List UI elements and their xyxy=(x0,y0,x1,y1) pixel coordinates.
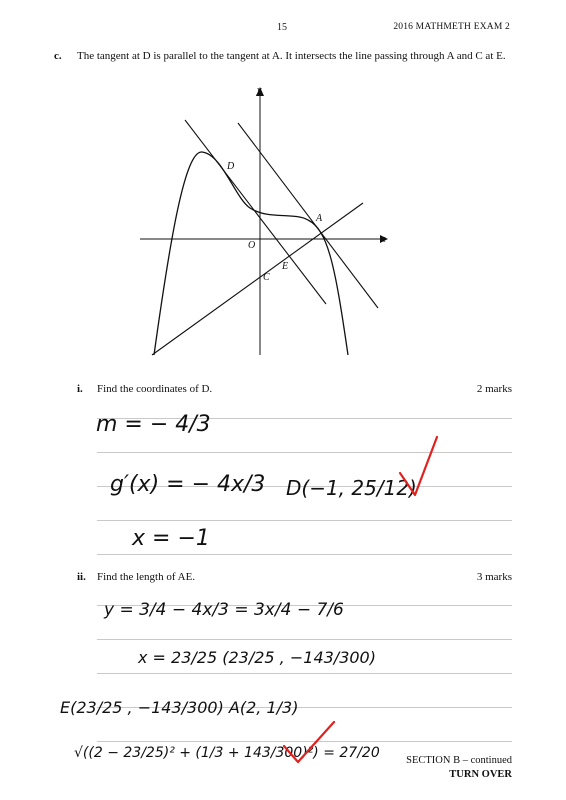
working-i-line-3: D(−1, 25/12) xyxy=(286,476,417,500)
point-d-label: D xyxy=(227,161,235,172)
question-i-label: i. xyxy=(77,383,83,395)
working-ii-line-3: E(23/25 , −143/300) A(2, 1/3) xyxy=(60,698,299,717)
working-ii-line-2: x = 23/25 (23/25 , −143/300) xyxy=(138,648,376,667)
exam-title: 2016 MATHMETH EXAM 2 xyxy=(393,22,510,32)
question-ii-working xyxy=(58,585,408,775)
correct-tick-icon xyxy=(284,722,334,762)
question-ii-marks: 3 marks xyxy=(476,571,512,583)
working-i-line-2: g′(x) = − 4x/3 xyxy=(110,472,266,497)
page-number: 15 xyxy=(277,22,287,33)
y-axis-label: y xyxy=(257,85,262,96)
part-c-text: The tangent at D is parallel to the tangent at A. It intersects the line passing through A and C at E. xyxy=(77,50,506,62)
x-axis-label: x xyxy=(381,234,386,245)
origin-label: O xyxy=(248,240,256,251)
section-continued: SECTION B – continued xyxy=(406,755,512,766)
point-a-label: A xyxy=(316,213,323,224)
working-ii-line-4: √((2 − 23/25)² + (1/3 + 143/300)²) = 27/20 xyxy=(74,745,380,761)
point-e-label: E xyxy=(282,261,289,272)
part-c-label: c. xyxy=(54,50,62,62)
cubic-curve xyxy=(154,152,348,355)
line-ac xyxy=(152,203,363,355)
question-ii-tick xyxy=(280,718,340,768)
question-ii-label: ii. xyxy=(77,571,86,583)
question-i-text: Find the coordinates of D. xyxy=(97,383,213,395)
working-ii-line-1: y = 3/4 − 4x/3 = 3x/4 − 7/6 xyxy=(104,600,344,620)
working-i-line-4: x = −1 xyxy=(132,526,210,551)
question-i-marks: 2 marks xyxy=(476,383,512,395)
function-graph xyxy=(130,80,400,360)
working-i-line-1: m = − 4/3 xyxy=(96,412,211,437)
point-c-label: C xyxy=(263,272,270,283)
question-ii-text: Find the length of AE. xyxy=(97,571,196,583)
turn-over: TURN OVER xyxy=(449,769,512,780)
question-i-working xyxy=(90,395,520,555)
